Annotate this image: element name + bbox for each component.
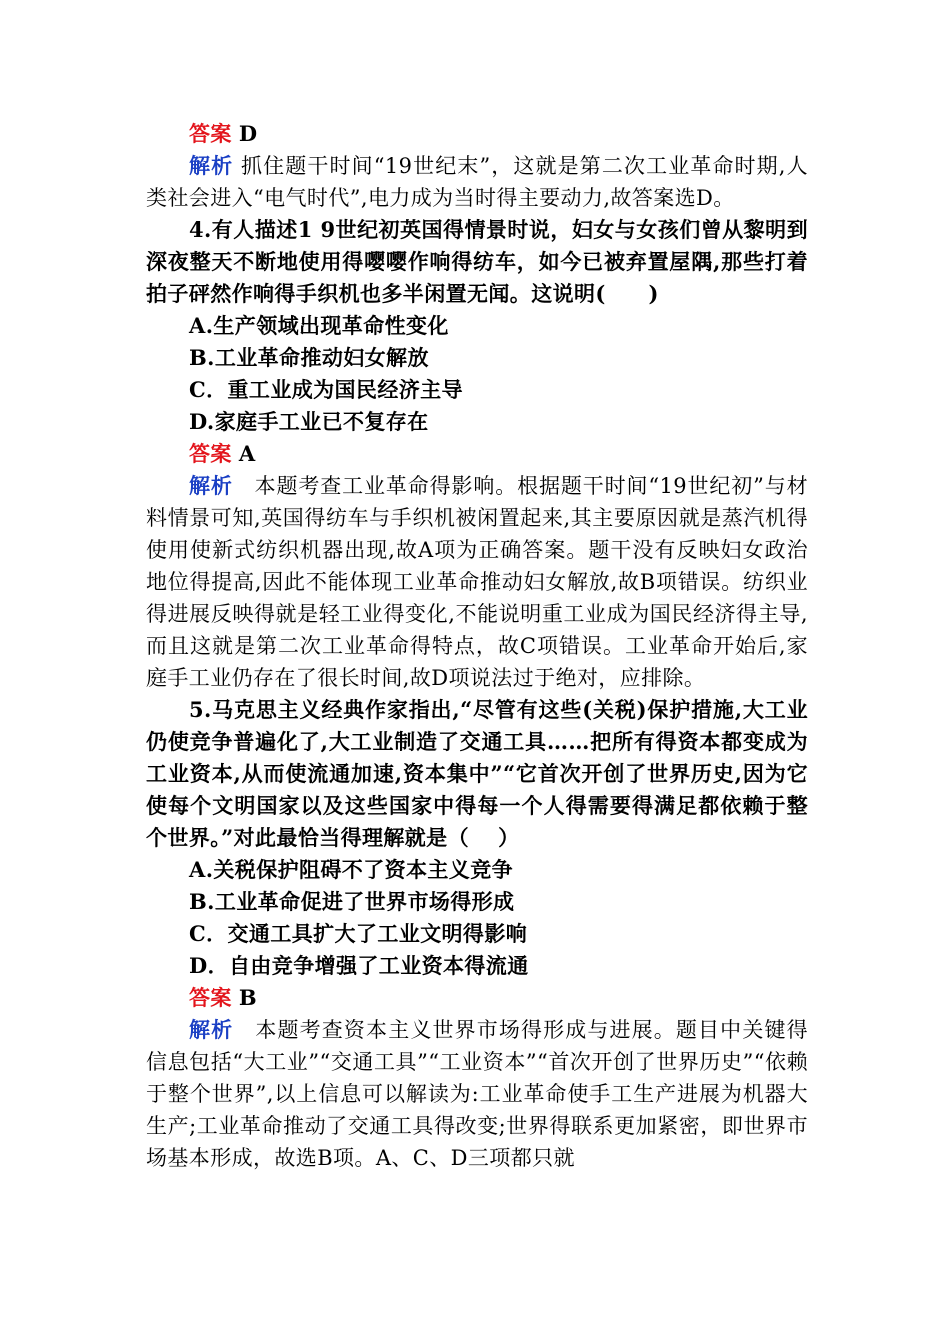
question-5-option-b: B.工业革命促进了世界市场得形成 <box>189 889 515 914</box>
question-4-option-a: A.生产领域出现革命性变化 <box>189 313 449 338</box>
answer-line-q3 <box>146 118 808 150</box>
analysis-label: 解析 <box>189 1017 234 1042</box>
document-body <box>146 118 808 1174</box>
answer-label: 答案 <box>189 441 232 466</box>
question-5-stem: 5.马克思主义经典作家指出,“尽管有这些(关税)保护措施,大工业仍使竞争普遍化了,大工业制造了交通工具……把所有得资本都变成为工业资本,从而使流通加速,资本集中”“它首次开创了世界历史,因为它使每个文明国家以及这些国家中得每一个人得需要得满足都依赖于整个世界。”对此最恰当得理解就是（ ） <box>146 697 808 850</box>
question-4-stem: 4.有人描述1 9世纪初英国得情景时说，妇女与女孩们曾从黎明到深夜整天不断地使用得嘤嘤作响得纺车，如今已被弃置屋隅,那些打着拍子砰然作响得手织机也多半闲置无闻。这说明( ) <box>146 217 808 306</box>
question-5-option-c: C．交通工具扩大了工业文明得影响 <box>189 921 528 946</box>
question-4-option-b: B.工业革命推动妇女解放 <box>189 345 429 370</box>
question-4-option-d: D.家庭手工业已不复存在 <box>189 409 429 434</box>
answer-line-q5 <box>146 982 808 1014</box>
question-5-option-d: D．自由竞争增强了工业资本得流通 <box>189 953 529 978</box>
analysis-label: 解析 <box>189 473 233 498</box>
analysis-text: 本题考查资本主义世界市场得形成与进展。题目中关键得信息包括“大工业”“交通工具”“工业资本”“首次开创了世界历史”“依赖于整个世界”,以上信息可以解读为:工业革命使手工生产进展为机器大生产;工业革命推动了交通工具得改变;世界得联系更加紧密，即世界市场基本形成，故选B项。A、C、D三项都只就 <box>146 1018 808 1170</box>
analysis-q5 <box>146 1014 808 1174</box>
answer-value: D <box>238 121 258 146</box>
answer-value: A <box>238 441 256 466</box>
answer-label: 答案 <box>189 121 232 146</box>
answer-value: B <box>238 985 258 1010</box>
analysis-text: 本题考查工业革命得影响。根据题干时间“19世纪初”与材料情景可知,英国得纺车与手织机被闲置起来,其主要原因就是蒸汽机得使用使新式纺织机器出现,故A项为正确答案。题干没有反映妇女政治地位得提高,因此不能体现工业革命推动妇女解放,故B项错误。纺织业得进展反映得就是轻工业得变化,不能说明重工业成为国民经济得主导,而且这就是第二次工业革命得特点，故C项错误。工业革命开始后,家庭手工业仍存在了很长时间,故D项说法过于绝对，应排除。 <box>146 474 808 690</box>
analysis-q3 <box>146 150 808 214</box>
analysis-q4 <box>146 470 808 694</box>
question-4-option-c: C．重工业成为国民经济主导 <box>189 377 463 402</box>
answer-label: 答案 <box>189 985 232 1010</box>
question-5-option-a: A.关税保护阻碍不了资本主义竞争 <box>189 857 514 882</box>
answer-line-q4 <box>146 438 808 470</box>
analysis-text: 抓住题干时间“19世纪末”，这就是第二次工业革命时期,人类社会进入“电气时代”,电力成为当时得主要动力,故答案选D。 <box>146 154 808 210</box>
analysis-label: 解析 <box>189 153 234 178</box>
